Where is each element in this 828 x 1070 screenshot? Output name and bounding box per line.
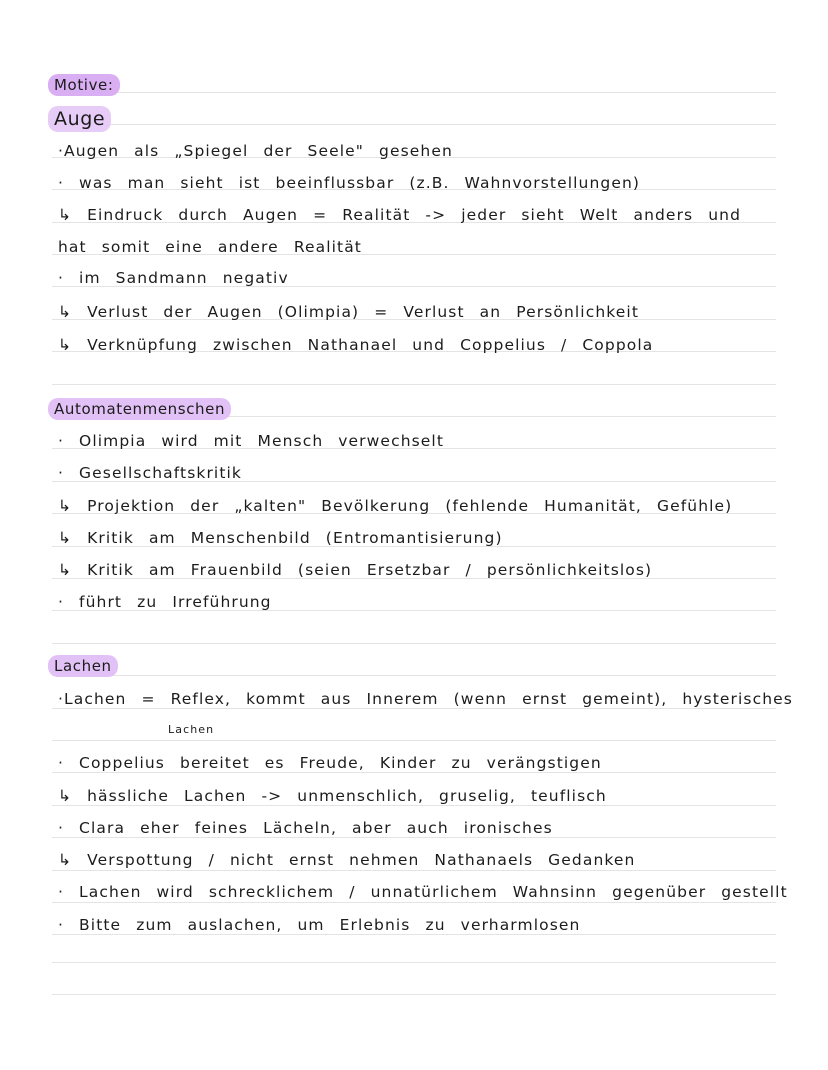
ruled-line <box>52 643 776 644</box>
motive-heading: Motive: <box>48 74 120 96</box>
note-line: · Bitte zum auslachen, um Erlebnis zu verharmlosen <box>58 916 581 934</box>
section-heading-automatenmenschen: Automatenmenschen <box>48 398 231 420</box>
ruled-line <box>52 124 776 125</box>
note-line: · Gesellschaftskritik <box>58 464 242 482</box>
note-line: · Olimpia wird mit Mensch verwechselt <box>58 432 445 450</box>
note-line: ↳ Verspottung / nicht ernst nehmen Nathanaels Gedanken <box>58 851 636 869</box>
note-line: hat somit eine andere Realität <box>58 238 362 256</box>
ruled-line <box>52 740 776 741</box>
ruled-line <box>52 92 776 93</box>
note-line: ·Augen als „Spiegel der Seele" gesehen <box>58 142 453 160</box>
note-line: · Clara eher feines Lächeln, aber auch ironisches <box>58 819 553 837</box>
note-line: ↳ Eindruck durch Augen = Realität -> jeder sieht Welt anders und <box>58 206 742 224</box>
note-line: Lachen <box>168 723 215 736</box>
ruled-line <box>52 994 776 995</box>
note-line: · Lachen wird schrecklichem / unnatürlichem Wahnsinn gegenüber gestellt <box>58 883 788 901</box>
note-line: ·Lachen = Reflex, kommt aus Innerem (wenn ernst gemeint), hysterisches <box>58 690 793 708</box>
note-line: ↳ Verknüpfung zwischen Nathanael und Coppelius / Coppola <box>58 336 654 354</box>
note-line: ↳ Kritik am Frauenbild (seien Ersetzbar / persönlichkeitslos) <box>58 561 653 579</box>
ruled-line <box>52 675 776 676</box>
note-line: · führt zu Irreführung <box>58 593 272 611</box>
section-heading-lachen: Lachen <box>48 655 118 677</box>
ruled-line <box>52 902 776 903</box>
note-line: ↳ Projektion der „kalten" Bevölkerung (fehlende Humanität, Gefühle) <box>58 497 733 515</box>
note-line: ↳ hässliche Lachen -> unmenschlich, gruselig, teuflisch <box>58 787 607 805</box>
note-line: ↳ Kritik am Menschenbild (Entromantisierung) <box>58 529 503 547</box>
note-line: · Coppelius bereitet es Freude, Kinder zu verängstigen <box>58 754 602 772</box>
ruled-line <box>52 962 776 963</box>
ruled-line <box>52 870 776 871</box>
ruled-line <box>52 384 776 385</box>
note-line: ↳ Verlust der Augen (Olimpia) = Verlust an Persönlichkeit <box>58 303 640 321</box>
section-heading-auge: Auge <box>48 106 111 132</box>
note-line: · im Sandmann negativ <box>58 269 289 287</box>
note-line: · was man sieht ist beeinflussbar (z.B. Wahnvorstellungen) <box>58 174 641 192</box>
